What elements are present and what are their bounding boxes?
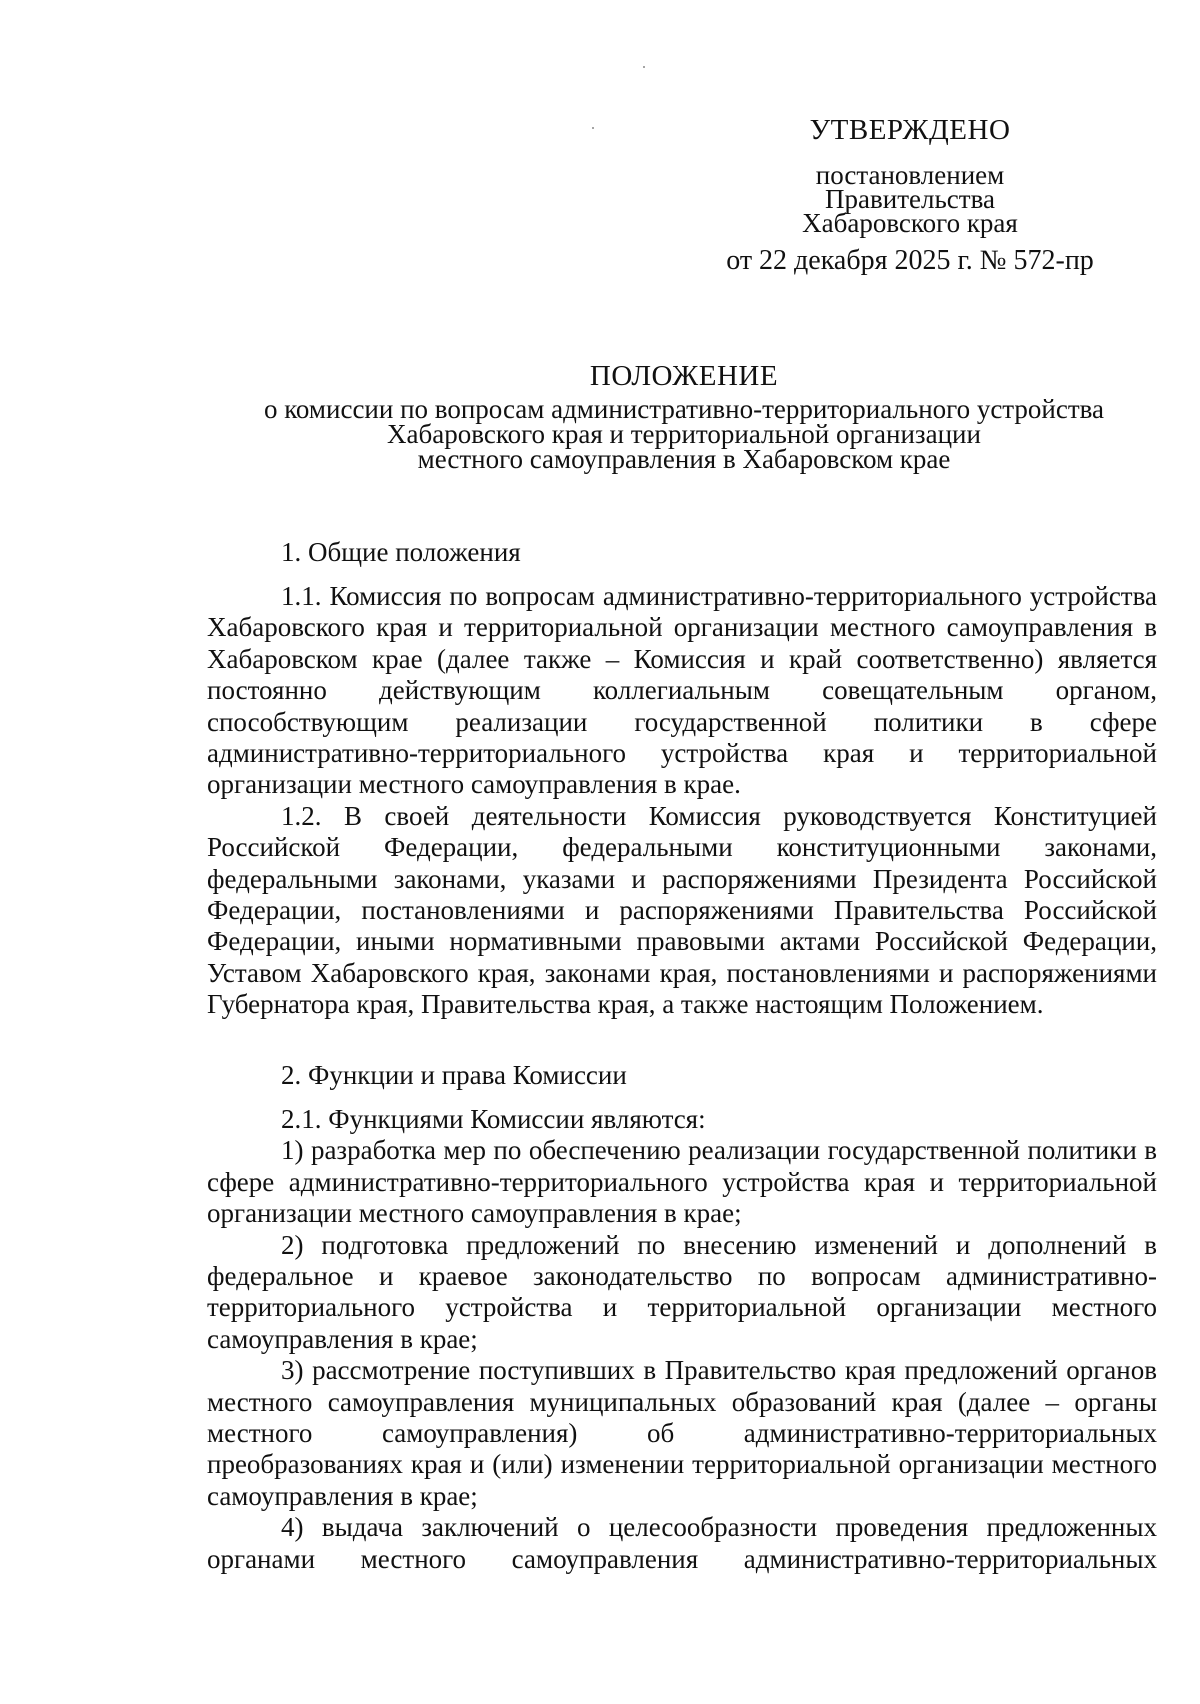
approval-line: Правительства (825, 184, 995, 214)
section-heading-functions: 2. Функции и права Комиссии (281, 1060, 627, 1090)
document-title: ПОЛОЖЕНИЕ (589, 360, 779, 392)
paragraph: 2.1. Функциями Комиссии являются: (281, 1104, 706, 1134)
approval-line: Хабаровского края (802, 208, 1018, 238)
paragraph: 1.2. В своей деятельности Комиссия руководствуется Конституцией Российской Федерации, федеральными конституционными законами, федеральными законами, указами и распоряжениями Президента Российской Федерации, постановлениями и распоряжениями Правительства Российской Федерации, иными нормативными правовыми актами Российской Федерации, Уставом Хабаровского края, законами края, постановлениями и распоряжениями Губернатора края, Правительства края, а также настоящим Положением. (207, 800, 1157, 1020)
list-item: 1) разработка мер по обеспечению реализации государственной политики в сфере административно-территориального устройства края и территориальной организации местного самоуправления в крае; (207, 1135, 1157, 1229)
subtitle-line: местного самоуправления в Хабаровском крае (417, 444, 951, 474)
subtitle-line: о комиссии по вопросам административно-территориального устройства (263, 394, 1105, 424)
section-functions-body (207, 1104, 1157, 1575)
list-item: 4) выдача заключений о целесообразности проведения предложенных органами местного самоуправления административно-территориальных (207, 1512, 1157, 1574)
section-general-body (207, 581, 1157, 1021)
scan-speck (592, 127, 594, 129)
approval-heading: УТВЕРЖДЕНО (809, 114, 1011, 146)
paragraph: 1.1. Комиссия по вопросам административно-территориального устройства Хабаровского края и территориальной организации местного самоуправления в Хабаровском крае (далее также – Комиссия и край соответственно) является постоянно действующим коллегиальным совещательным органом, способствующим реализации государственной политики в сфере административно-территориального устройства края и территориальной организации местного самоуправления в крае. (207, 581, 1157, 800)
section-heading-general: 1. Общие положения (281, 537, 521, 567)
approval-line: постановлением (815, 160, 1005, 190)
document-subtitle (200, 394, 1168, 474)
list-item: 2) подготовка предложений по внесению изменений и дополнений в федеральное и краевое законодательство по вопросам административно-территориального устройства и территориальной организации местного самоуправления в крае; (207, 1229, 1157, 1354)
list-item: 3) рассмотрение поступивших в Правительство края предложений органов местного самоуправления муниципальных образований края (далее – органы местного самоуправления) об административно-территориальных преобразованиях края и (или) изменении территориальной организации местного самоуправления в крае; (207, 1355, 1157, 1511)
subtitle-line: Хабаровского края и территориальной организации (387, 419, 981, 449)
scan-speck (643, 66, 645, 68)
approval-date-number: от 22 декабря 2025 г. № 572-пр (726, 245, 1094, 276)
